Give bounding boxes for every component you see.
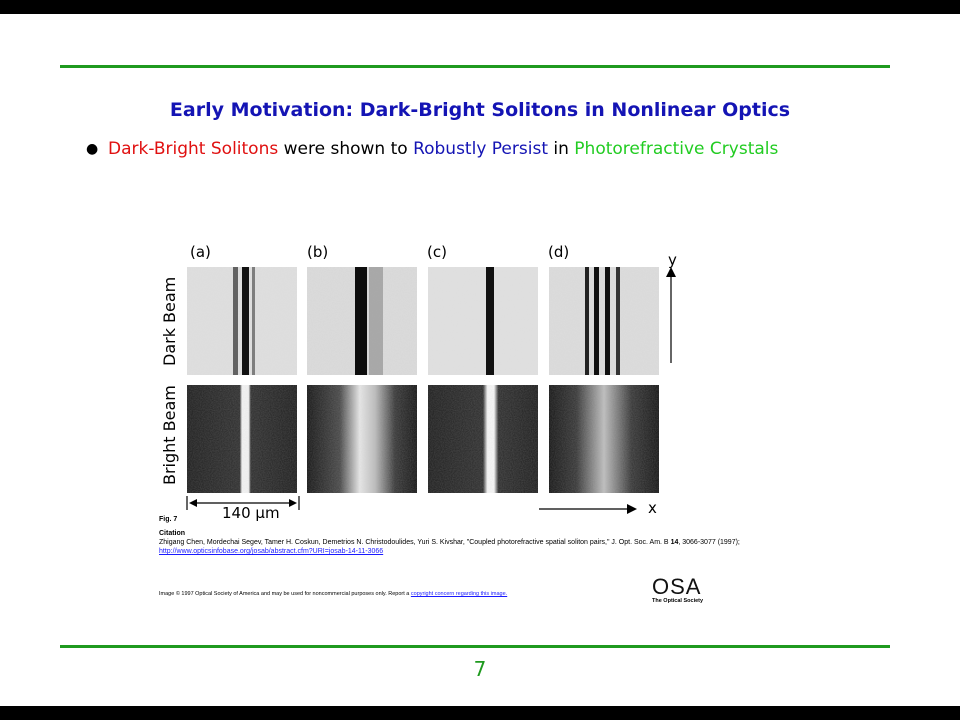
copyright-concern-link[interactable]: copyright concern regarding this image. [410, 591, 508, 597]
bottom-rule [60, 645, 890, 648]
y-axis-label: y [668, 251, 677, 269]
row-label-dark-beam: Dark Beam [160, 276, 179, 366]
dark-beam-panel-a [187, 267, 297, 375]
bullet-text-dark-bright: Dark-Bright Solitons [108, 139, 279, 159]
bullet-text-plain-2: in [547, 139, 575, 159]
osa-logo-text: OSA [652, 574, 702, 599]
x-axis-arrow-icon [537, 503, 637, 515]
citation-text [159, 538, 799, 556]
panel-label-c: (c) [427, 243, 447, 261]
panel-label-b: (b) [307, 243, 329, 261]
top-rule [60, 65, 890, 68]
slide-title: Early Motivation: Dark-Bright Solitons in Nonlinear Optics [169, 99, 791, 121]
bullet-item [86, 139, 866, 160]
bright-beam-panel-d [549, 385, 659, 493]
bright-beam-panel-a [187, 385, 297, 493]
slide [0, 14, 960, 706]
panel-label-a: (a) [190, 243, 211, 261]
citation-pages: , 3066-3077 [678, 539, 716, 546]
bullet-text-robustly: Robustly Persist [413, 139, 548, 159]
bright-beam-panel-b [307, 385, 417, 493]
citation-year: (1997); [717, 539, 740, 546]
citation-volume: 14 [670, 539, 679, 546]
citation-url-link[interactable]: http://www.opticsinfobase.org/josab/abstract.cfm?URI=josab-14-11-3066 [159, 548, 384, 555]
y-axis-arrow-icon [663, 267, 679, 367]
citation-heading: Citation [159, 530, 186, 537]
bullet-text-plain-1: were shown to [278, 139, 414, 159]
row-label-bright-beam: Bright Beam [160, 385, 179, 485]
bright-beam-panel-c [428, 385, 538, 493]
copyright-text: Image © 1997 Optical Society of America and may be used for noncommercial purposes only. Report a [159, 591, 411, 597]
dark-beam-panel-b [307, 267, 417, 375]
bullet-dot-icon: ● [86, 141, 99, 157]
dark-beam-panel-c [428, 267, 538, 375]
scale-bar-label: 140 μm [219, 504, 283, 522]
osa-logo [652, 574, 712, 604]
citation-authors: Zhigang Chen, Mordechai Segev, Tamer H. Coskun, Demetrios N. Christodoulides, Yuri S. Kivshar, "Coupled photorefractive spatial soliton pairs," J. Opt. Soc. Am. B [159, 539, 669, 546]
x-axis-label: x [648, 499, 657, 517]
bullet-text-photorefractive: Photorefractive Crystals [574, 139, 779, 159]
figure-label: Fig. 7 [159, 516, 178, 523]
page-number: 7 [473, 657, 487, 681]
panel-label-d: (d) [548, 243, 570, 261]
dark-beam-panel-d [549, 267, 659, 375]
osa-logo-subtext: The Optical Society [652, 598, 704, 604]
copyright-notice [159, 591, 589, 597]
